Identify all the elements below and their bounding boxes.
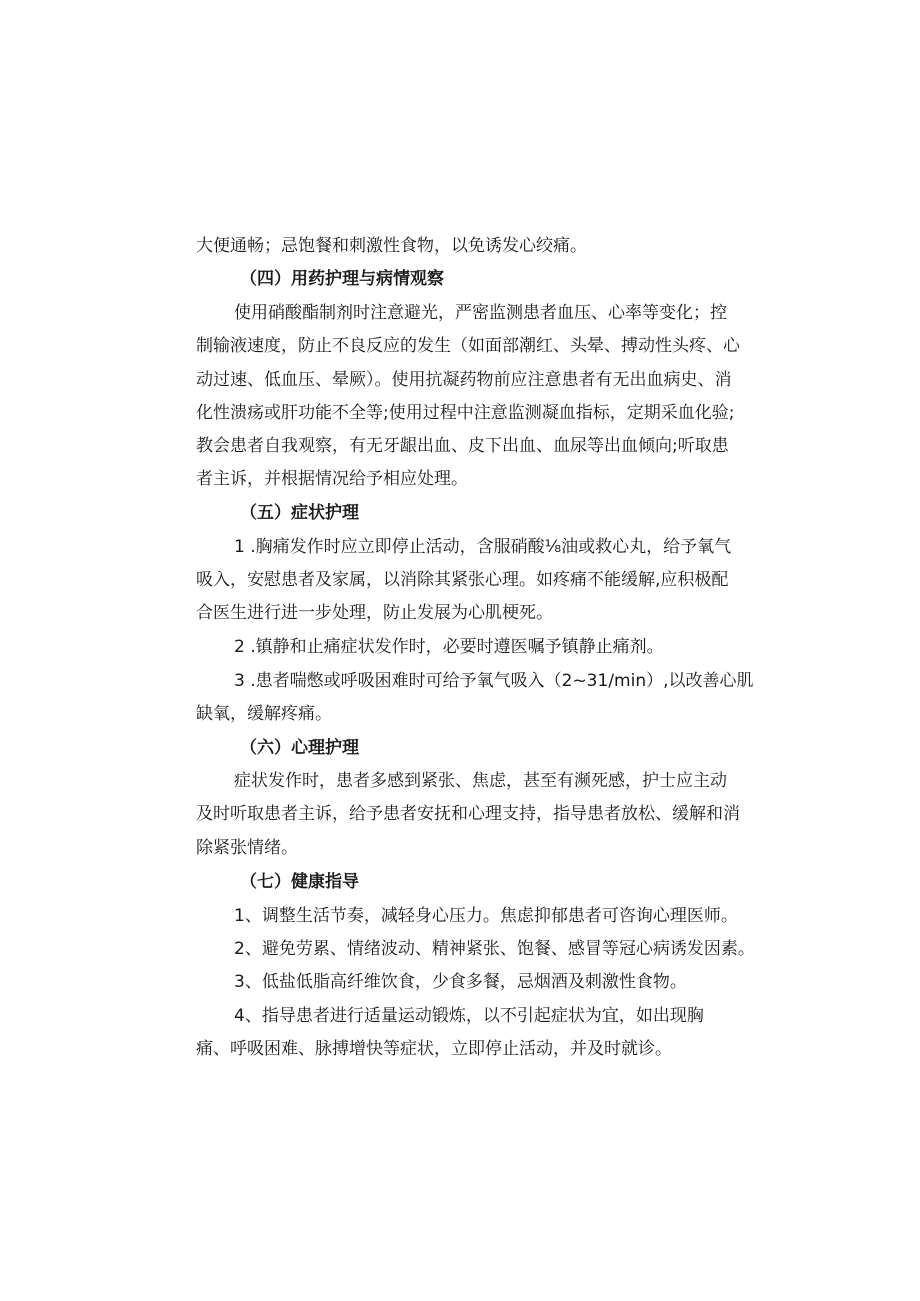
section-7-line-5: 痛、呼吸困难、脉搏增快等症状，立即停止活动，并及时就诊。: [196, 1039, 672, 1059]
section-6-line-1: 症状发作时，患者多感到紧张、焦虑，甚至有濒死感，护士应主动: [234, 771, 727, 791]
section-5-line-3: 合医生进行进一步处理，防止发展为心肌梗死。: [196, 603, 553, 623]
section-5-line-5: 3 .患者喘憋或呼吸困难时可给予氧气吸入（2~31∕min）,以改善心肌: [234, 671, 754, 691]
section-4-line-6: 者主诉，并根据情况给予相应处理。: [196, 469, 468, 489]
section-4-heading: （四）用药护理与病情观察: [240, 269, 444, 289]
section-5-line-2: 吸入，安慰患者及家属，以消除其紧张心理。如疼痛不能缓解,应积极配: [196, 570, 729, 590]
section-7-heading: （七）健康指导: [240, 872, 359, 892]
section-4-line-1: 使用硝酸酯制剂时注意避光，严密监测患者血压、心率等变化；控: [234, 303, 727, 323]
section-4-line-2: 制输液速度，防止不良反应的发生（如面部潮红、头晕、搏动性头疼、心: [196, 336, 740, 356]
section-6-line-3: 除紧张情绪。: [196, 838, 298, 858]
section-7-line-3: 3、低盐低脂高纤维饮食，少食多餐，忌烟酒及刺激性食物。: [234, 972, 687, 992]
section-7-line-4: 4、指导患者进行适量运动锻炼，以不引起症状为宜，如出现胸: [234, 1006, 704, 1026]
intro-line: 大便通畅；忌饱餐和刺激性食物，以免诱发心绞痛。: [196, 236, 587, 256]
section-6-line-2: 及时听取患者主诉，给予患者安抚和心理支持，指导患者放松、缓解和消: [196, 804, 740, 824]
section-5-line-1: 1 .胸痛发作时应立即停止活动，含服硝酸⅛油或救心丸，给予氧气: [234, 537, 732, 557]
section-7-line-1: 1、调整生活节奏，减轻身心压力。焦虑抑郁患者可咨询心理医师。: [234, 906, 738, 926]
section-5-line-4: 2 .镇静和止痛症状发作时，必要时遵医嘱予镇静止痛剂。: [234, 637, 664, 657]
section-4-line-3: 动过速、低血压、晕厥）。使用抗凝药物前应注意患者有无出血病史、消: [196, 370, 732, 390]
section-4-line-4: 化性溃疡或肝功能不全等;使用过程中注意监测凝血指标，定期采血化验;: [196, 403, 735, 423]
section-7-line-2: 2、避免劳累、情绪波动、精神紧张、饱餐、感冒等冠心病诱发因素。: [234, 939, 755, 959]
section-4-line-5: 教会患者自我观察，有无牙龈出血、皮下出血、血尿等出血倾向;听取患: [196, 436, 729, 456]
section-5-line-6: 缺氧，缓解疼痛。: [196, 704, 332, 724]
section-5-heading: （五）症状护理: [240, 503, 359, 523]
section-6-heading: （六）心理护理: [240, 738, 359, 758]
